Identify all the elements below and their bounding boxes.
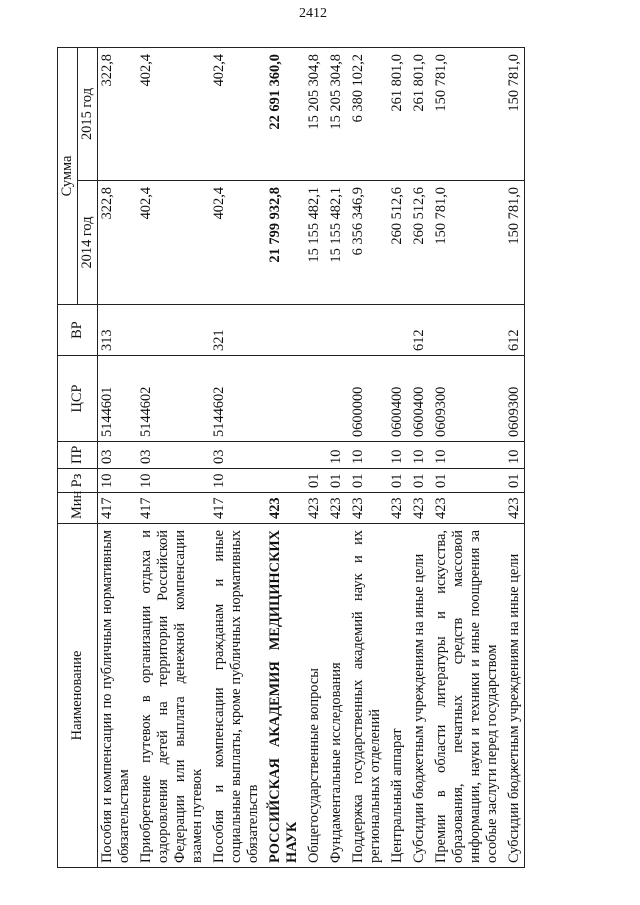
header-pr: ПР	[58, 442, 98, 469]
row-pr: 10	[324, 442, 346, 469]
row-min: 423	[324, 493, 346, 524]
row-csr	[302, 356, 324, 442]
rotated-table-container	[57, 48, 557, 868]
row-sum-2015: 322,8	[98, 48, 135, 181]
row-name: Субсидии бюджетным учреждениям на иные цели	[407, 524, 429, 868]
header-min: Мин	[58, 493, 98, 524]
row-csr: 5144602	[134, 356, 207, 442]
row-sum-2014: 260 512,6	[385, 181, 407, 305]
row-csr: 5144601	[98, 356, 135, 442]
header-2015: 2015 год	[78, 48, 98, 181]
row-sum-2015: 6 380 102,2	[346, 48, 385, 181]
header-name: Наименование	[58, 524, 98, 868]
header-rz: Рз	[58, 469, 98, 493]
header-csr: ЦСР	[58, 356, 98, 442]
row-rz: 10	[134, 469, 207, 493]
row-rz: 01	[346, 469, 385, 493]
row-rz: 01	[502, 469, 525, 493]
row-sum-2015: 402,4	[134, 48, 207, 181]
table-row	[407, 48, 429, 868]
row-min: 417	[134, 493, 207, 524]
table-row	[324, 48, 346, 868]
row-vr	[134, 305, 207, 356]
row-sum-2015: 15 205 304,8	[302, 48, 324, 181]
row-min: 417	[207, 493, 263, 524]
row-name: Приобретение путевок в организации отдыха и оздоровления детей на территории Российской Федерации или выплата денежной компенсации взамен путевок	[134, 524, 207, 868]
row-vr: 321	[207, 305, 263, 356]
row-sum-2015: 150 781,0	[429, 48, 502, 181]
row-vr: 612	[502, 305, 525, 356]
row-pr: 10	[502, 442, 525, 469]
table-row	[263, 48, 302, 868]
table-row	[134, 48, 207, 868]
row-csr	[263, 356, 302, 442]
row-pr	[302, 442, 324, 469]
row-sum-2014: 260 512,6	[407, 181, 429, 305]
row-sum-2015: 15 205 304,8	[324, 48, 346, 181]
row-pr: 10	[385, 442, 407, 469]
row-rz	[263, 469, 302, 493]
table-row	[429, 48, 502, 868]
header-vr: ВР	[58, 305, 98, 356]
row-min: 423	[263, 493, 302, 524]
table-row	[207, 48, 263, 868]
row-csr	[324, 356, 346, 442]
row-name: Пособия и компенсации по публичным нормативным обязательствам	[98, 524, 135, 868]
row-name: Субсидии бюджетным учреждениям на иные цели	[502, 524, 525, 868]
table-row	[98, 48, 135, 868]
table-row	[502, 48, 525, 868]
row-vr	[324, 305, 346, 356]
row-min: 423	[346, 493, 385, 524]
row-sum-2015: 22 691 360,0	[263, 48, 302, 181]
table-row	[302, 48, 324, 868]
row-sum-2014: 402,4	[207, 181, 263, 305]
row-csr: 0600400	[407, 356, 429, 442]
row-name: РОССИЙСКАЯ АКАДЕМИЯ МЕДИЦИНСКИХ НАУК	[263, 524, 302, 868]
row-sum-2014: 6 356 346,9	[346, 181, 385, 305]
row-rz: 01	[302, 469, 324, 493]
row-sum-2014: 21 799 932,8	[263, 181, 302, 305]
row-vr	[429, 305, 502, 356]
header-sum: Сумма	[58, 48, 78, 305]
row-rz: 01	[324, 469, 346, 493]
row-min: 423	[429, 493, 502, 524]
row-min: 423	[302, 493, 324, 524]
row-sum-2015: 402,4	[207, 48, 263, 181]
page-number: 2412	[299, 6, 327, 21]
row-csr: 0609300	[429, 356, 502, 442]
row-name: Премии в области литературы и искусства, образования, печатных средств массовой информации, науки и техники и иные поощрения за особые заслуги перед государством	[429, 524, 502, 868]
row-sum-2014: 15 155 482,1	[324, 181, 346, 305]
row-vr	[346, 305, 385, 356]
row-pr: 10	[346, 442, 385, 469]
row-sum-2015: 150 781,0	[502, 48, 525, 181]
row-vr	[385, 305, 407, 356]
row-name: Центральный аппарат	[385, 524, 407, 868]
row-pr: 10	[407, 442, 429, 469]
row-vr	[302, 305, 324, 356]
row-rz: 01	[407, 469, 429, 493]
table-body	[98, 48, 525, 868]
table-header	[58, 48, 98, 868]
row-pr	[263, 442, 302, 469]
row-rz: 01	[385, 469, 407, 493]
row-rz: 01	[429, 469, 502, 493]
row-csr: 0609300	[502, 356, 525, 442]
row-sum-2015: 261 801,0	[385, 48, 407, 181]
row-csr: 0600000	[346, 356, 385, 442]
row-sum-2014: 322,8	[98, 181, 135, 305]
row-pr: 03	[98, 442, 135, 469]
row-min: 423	[385, 493, 407, 524]
row-pr: 10	[429, 442, 502, 469]
row-min: 417	[98, 493, 135, 524]
row-name: Поддержка государственных академий наук и их региональных отделений	[346, 524, 385, 868]
row-name: Фундаментальные исследования	[324, 524, 346, 868]
row-vr: 612	[407, 305, 429, 356]
budget-table	[57, 47, 525, 868]
row-sum-2014: 150 781,0	[429, 181, 502, 305]
row-sum-2014: 402,4	[134, 181, 207, 305]
row-csr: 5144602	[207, 356, 263, 442]
row-pr: 03	[134, 442, 207, 469]
row-sum-2014: 150 781,0	[502, 181, 525, 305]
row-min: 423	[502, 493, 525, 524]
row-rz: 10	[98, 469, 135, 493]
row-name: Пособия и компенсации гражданам и иные социальные выплаты, кроме публичных нормативных обязательств	[207, 524, 263, 868]
row-pr: 03	[207, 442, 263, 469]
row-sum-2014: 15 155 482,1	[302, 181, 324, 305]
table-row	[385, 48, 407, 868]
row-vr	[263, 305, 302, 356]
table-row	[346, 48, 385, 868]
row-min: 423	[407, 493, 429, 524]
row-csr: 0600400	[385, 356, 407, 442]
row-sum-2015: 261 801,0	[407, 48, 429, 181]
row-rz: 10	[207, 469, 263, 493]
row-vr: 313	[98, 305, 135, 356]
header-2014: 2014 год	[78, 181, 98, 305]
row-name: Общегосударственные вопросы	[302, 524, 324, 868]
